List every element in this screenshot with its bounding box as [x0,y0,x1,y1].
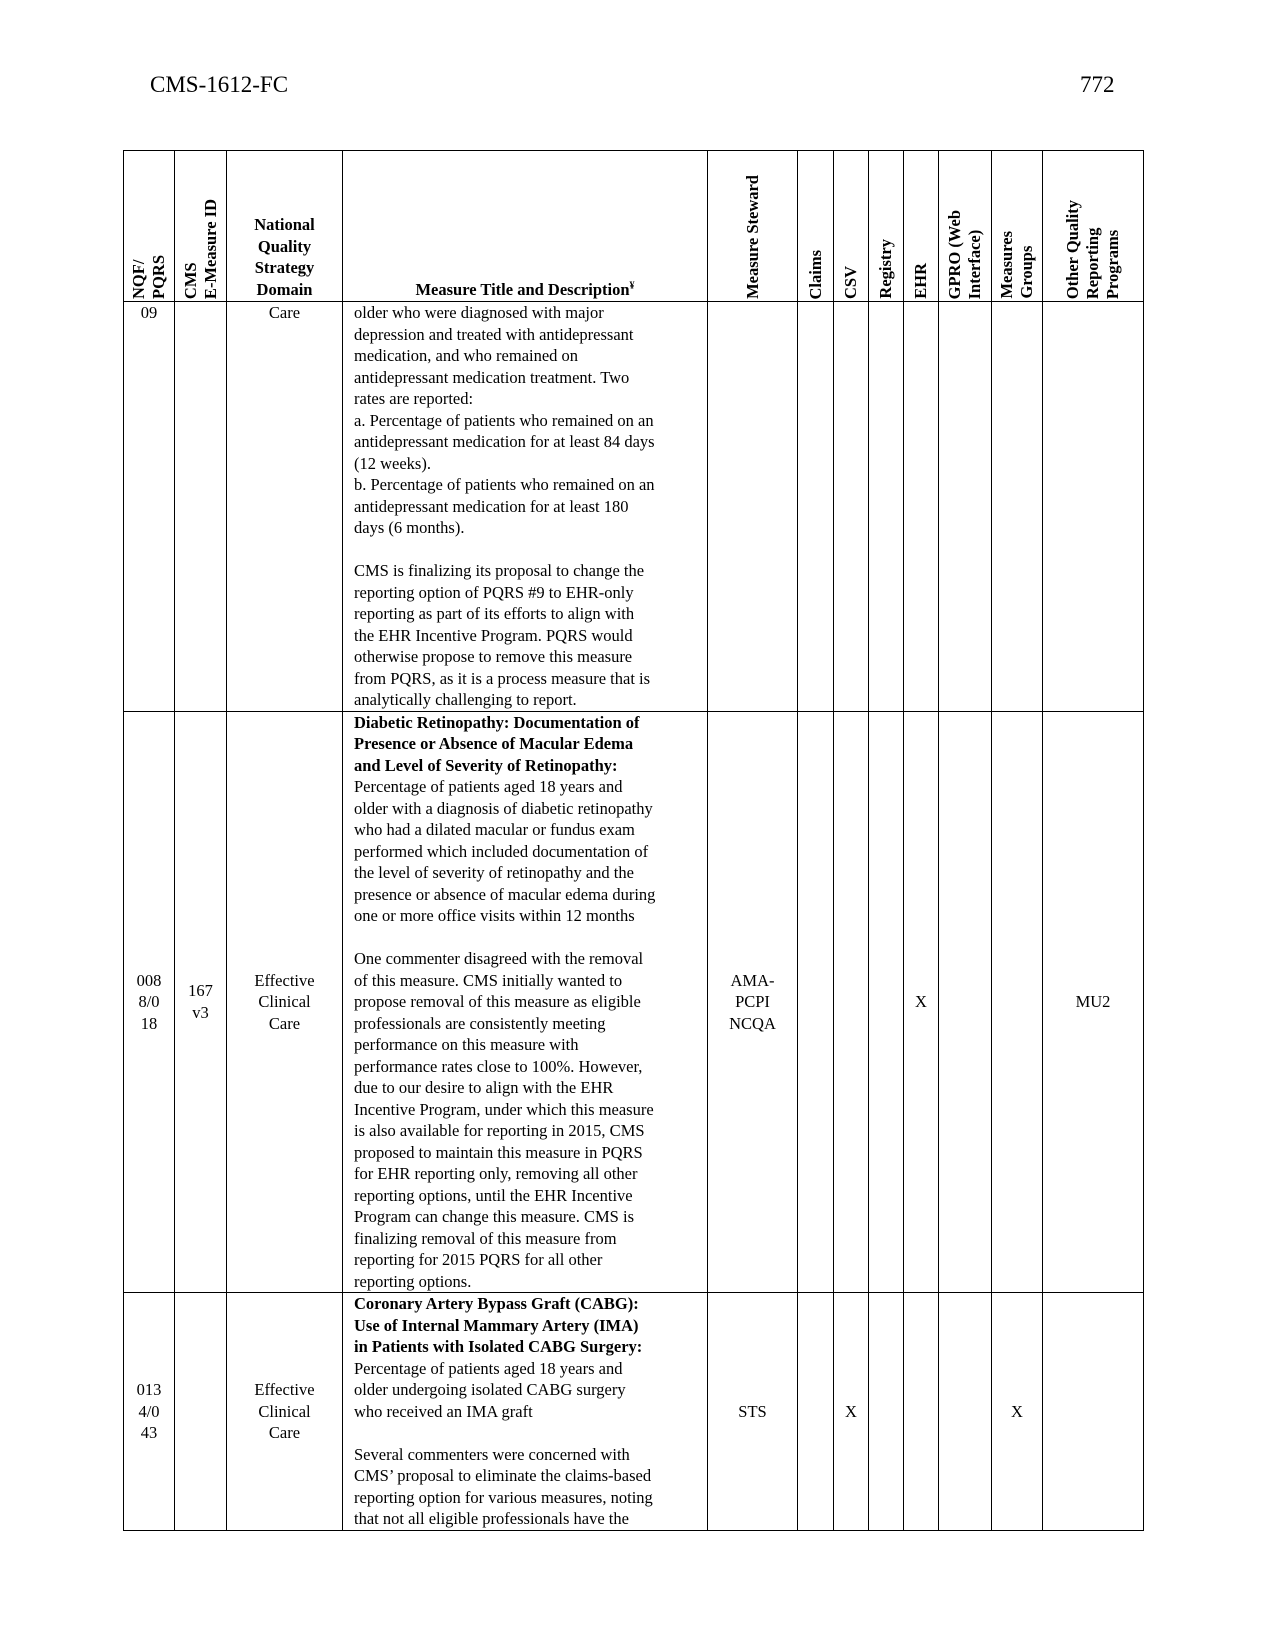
cell-cms-id [175,302,227,712]
description-line: is also available for reporting in 2015, CMS [354,1121,645,1140]
cell-line: Care [268,1423,301,1442]
cell-claims [798,302,834,712]
cell-other [1043,302,1144,712]
description-line: days (6 months). [354,518,465,537]
description-line: antidepressant medication treatment. Two [354,367,630,387]
cell-line: 167 [188,981,213,1001]
cell-domain [227,1293,343,1531]
description-line: antidepressant medication for at least 180 [354,496,629,516]
description-line: older undergoing isolated CABG surgery [354,1380,626,1399]
cell-csv [834,302,869,712]
header-csv: CSV [834,151,869,302]
cell-csv: X [834,1293,869,1531]
cell-line: Care [268,303,301,322]
description-line: a. Percentage of patients who remained on an [354,410,654,430]
description-line: the EHR Incentive Program. PQRS would [354,625,633,645]
measure-title-line: Use of Internal Mammary Artery (IMA) [354,1315,639,1335]
cell-claims [798,1293,834,1531]
description-line: of this measure. CMS initially wanted to [354,970,623,990]
description-line: proposed to maintain this measure in PQRS [354,1142,643,1162]
cell-groups [992,711,1043,1293]
measure-title-line: and Level of Severity of Retinopathy: [354,755,618,775]
cell-line: 18 [140,1013,158,1033]
description-line: medication, and who remained on [354,346,579,365]
description-line: One commenter disagreed with the removal [354,949,644,968]
cell-description [343,711,708,1293]
description-line: one or more office visits within 12 months [354,906,635,925]
measure-title [354,1293,699,1358]
header-domain: National Quality Strategy Domain [227,151,343,302]
description-line: analytically challenging to report. [354,690,577,709]
description-line: performed which included documentation of [354,841,649,861]
table-row [124,302,1144,712]
paragraph-gap [354,539,699,561]
header-nqf-pqrs [124,151,175,302]
cell-line: Clinical [258,1401,311,1421]
cell-gpro [939,302,992,712]
header-ehr: EHR [904,151,939,302]
cell-cms-id [175,1293,227,1531]
description-line: (12 weeks). [354,453,431,473]
description-line: finalizing removal of this measure from [354,1228,617,1248]
cell-nqf [124,1293,175,1531]
cell-line: 008 [136,970,162,990]
description-line: older with a diagnosis of diabetic retinopathy [354,798,653,818]
cell-gpro [939,1293,992,1531]
description-line: the level of severity of retinopathy and the [354,863,634,882]
measure-title-line: Presence or Absence of Macular Edema [354,734,634,753]
table-row [124,1293,1144,1531]
description-line: propose removal of this measure as eligible [354,992,641,1011]
cell-line: Care [268,1013,301,1033]
description-line: CMS’ proposal to eliminate the claims-based [354,1466,652,1485]
description-line: antidepressant medication for at least 84 days [354,432,655,451]
cell-line: 09 [140,303,158,322]
header-other-programs: Other Quality Reporting Programs [1043,151,1144,302]
cell-description [343,1293,708,1531]
description-line: b. Percentage of patients who remained on an [354,475,655,494]
header-gpro: GPRO (Web Interface) [939,151,992,302]
description-line: Several commenters were concerned with [354,1444,630,1464]
description-line: from PQRS, as it is a process measure that is [354,668,651,688]
description-line: Percentage of patients aged 18 years and [354,777,623,796]
cell-line: NCQA [729,1013,776,1033]
description-line: Percentage of patients aged 18 years and [354,1358,623,1378]
description-line: professionals are consistently meeting [354,1013,606,1033]
description-line: older who were diagnosed with major [354,303,604,322]
page-number: 772 [1080,72,1115,97]
cell-nqf [124,302,175,712]
cell-groups: X [992,1293,1043,1531]
description-line: otherwise propose to remove this measure [354,647,633,666]
header-steward: Measure Steward [708,151,798,302]
description-line: reporting options. [354,1271,472,1291]
measures-table [123,150,1144,1531]
description-line: who received an IMA graft [354,1401,533,1421]
description-line: for EHR reporting only, removing all other [354,1164,638,1183]
cell-domain [227,711,343,1293]
cell-line: STS [738,1401,767,1421]
measure-title-line: Coronary Artery Bypass Graft (CABG): [354,1294,639,1313]
cell-registry [869,302,904,712]
cell-other: MU2 [1043,711,1144,1293]
cell-line: Effective [254,1380,315,1399]
cell-gpro [939,711,992,1293]
description-line: that not all eligible professionals have the [354,1509,629,1528]
cell-other [1043,1293,1144,1531]
cell-line: 4/0 [138,1401,160,1421]
cell-groups [992,302,1043,712]
cell-ehr: X [904,711,939,1293]
cell-line: 8/0 [138,992,160,1011]
header-row [124,151,1144,302]
cell-registry [869,1293,904,1531]
header-measure-title: Measure Title and Description¥ [343,151,708,302]
header-measures-groups: Measures Groups [992,151,1043,302]
measure-title-line: in Patients with Isolated CABG Surgery: [354,1337,643,1356]
cell-steward [708,711,798,1293]
description-line: rates are reported: [354,389,474,408]
cell-steward [708,302,798,712]
paragraph-gap [354,927,699,949]
cell-line: Clinical [258,992,311,1011]
description-line: CMS is finalizing its proposal to change the [354,561,645,580]
document-id: CMS-1612-FC [150,72,289,97]
measure-title-line: Diabetic Retinopathy: Documentation of [354,712,640,732]
cell-ehr [904,1293,939,1531]
description-line: reporting for 2015 PQRS for all other [354,1250,603,1269]
cell-registry [869,711,904,1293]
description-line: presence or absence of macular edema during [354,884,656,904]
description-line: reporting option of PQRS #9 to EHR-only [354,582,634,602]
cell-description [343,302,708,712]
description-line: Program can change this measure. CMS is [354,1207,634,1226]
cell-line: v3 [192,1002,209,1022]
description-line: reporting as part of its efforts to align with [354,604,635,623]
description-line: who had a dilated macular or fundus exam [354,820,635,839]
cell-csv [834,711,869,1293]
table-row [124,711,1144,1293]
header-claims: Claims [798,151,834,302]
measure-title [354,712,699,777]
cell-line: Effective [254,970,315,990]
description-line: performance on this measure with [354,1035,579,1054]
cell-line: AMA- [730,970,775,990]
cell-line: PCPI [735,992,770,1011]
description-line: Incentive Program, under which this measure [354,1099,654,1119]
cell-domain [227,302,343,712]
cell-ehr [904,302,939,712]
header-nqf-text: NQF/ PQRS [129,254,168,299]
description-line: performance rates close to 100%. However, [354,1056,643,1076]
cell-claims [798,711,834,1293]
description-line: reporting options, until the EHR Incentive [354,1185,633,1205]
cell-line: 43 [140,1423,158,1442]
description-line: due to our desire to align with the EHR [354,1078,614,1097]
paragraph-gap [354,1422,699,1444]
description-line: depression and treated with antidepressant [354,324,634,344]
cell-nqf [124,711,175,1293]
header-cms-emeasure: CMS E-Measure ID [175,151,227,302]
description-line: reporting option for various measures, noting [354,1487,653,1507]
cell-cms-id [175,711,227,1293]
cell-steward [708,1293,798,1531]
cell-line: 013 [136,1380,162,1399]
header-registry: Registry [869,151,904,302]
